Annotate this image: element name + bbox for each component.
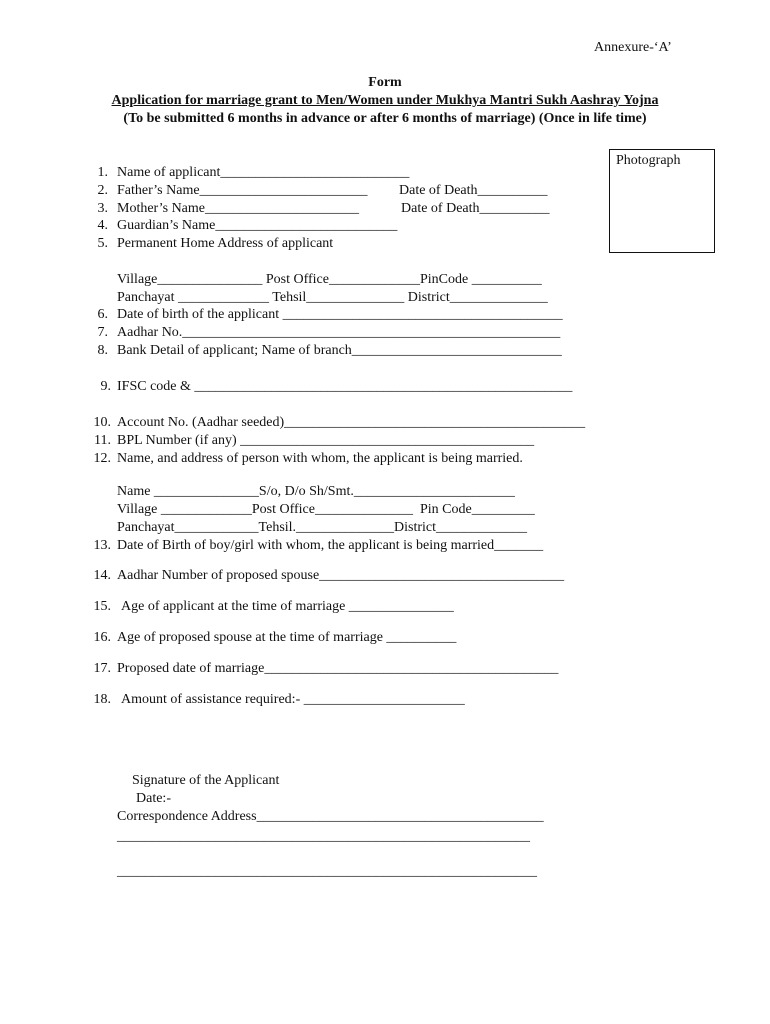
item-number: 13. bbox=[93, 538, 111, 553]
item-number: 8. bbox=[97, 343, 108, 358]
item-number: 7. bbox=[97, 325, 108, 340]
assistance-amount-field[interactable]: Amount of assistance required:- _______________________ bbox=[121, 692, 465, 707]
bpl-number-field[interactable]: BPL Number (if any) __________________________________________ bbox=[117, 433, 535, 448]
bank-branch-field[interactable]: Bank Detail of applicant; Name of branch______________________________ bbox=[117, 343, 562, 358]
applicant-dob-field[interactable]: Date of birth of the applicant ________________________________________ bbox=[117, 307, 563, 322]
account-number-field[interactable]: Account No. (Aadhar seeded)___________________________________________ bbox=[117, 415, 586, 430]
ifsc-field[interactable]: IFSC code & ______________________________________________________ bbox=[117, 379, 573, 394]
item-number: 9. bbox=[100, 379, 111, 394]
guardian-name-field[interactable]: Guardian’s Name__________________________ bbox=[117, 218, 398, 233]
spouse-name-parent-field[interactable]: Name _______________S/o, D/o Sh/Smt._______________________ bbox=[117, 484, 515, 499]
spouse-panchayat-tehsil-field[interactable]: Panchayat____________Tehsil.______________District_____________ bbox=[117, 520, 528, 535]
panchayat-tehsil-district-field[interactable]: Panchayat _____________ Tehsil______________ District______________ bbox=[117, 290, 548, 305]
aadhar-field[interactable]: Aadhar No.______________________________________________________ bbox=[117, 325, 561, 340]
applicant-age-field[interactable]: Age of applicant at the time of marriage _______________ bbox=[121, 599, 454, 614]
item-number: 14. bbox=[93, 568, 111, 583]
item-number: 16. bbox=[93, 630, 111, 645]
correspondence-address-field[interactable]: Correspondence Address_________________________________________ bbox=[117, 809, 544, 824]
spouse-details-label: Name, and address of person with whom, the applicant is being married. bbox=[117, 451, 523, 466]
correspondence-address-line[interactable]: ___________________________________________________________ bbox=[117, 829, 530, 844]
correspondence-address-line[interactable]: ____________________________________________________________ bbox=[117, 864, 537, 879]
applicant-name-field[interactable]: Name of applicant___________________________ bbox=[117, 165, 410, 180]
village-postoffice-pincode-field[interactable]: Village_______________ Post Office_____________PinCode __________ bbox=[117, 272, 542, 287]
spouse-age-field[interactable]: Age of proposed spouse at the time of marriage __________ bbox=[117, 630, 457, 645]
item-number: 4. bbox=[97, 218, 108, 233]
mother-name-field[interactable]: Mother’s Name______________________ bbox=[117, 201, 359, 216]
item-number: 6. bbox=[97, 307, 108, 322]
form-heading: Form bbox=[368, 75, 402, 90]
item-number: 11. bbox=[94, 433, 111, 448]
form-title: Application for marriage grant to Men/Women under Mukhya Mantri Sukh Aashray Yojna bbox=[111, 93, 659, 108]
spouse-village-postoffice-field[interactable]: Village _____________Post Office______________ Pin Code_________ bbox=[117, 502, 535, 517]
item-number: 17. bbox=[93, 661, 111, 676]
item-number: 3. bbox=[97, 201, 108, 216]
item-number: 10. bbox=[93, 415, 111, 430]
date-label: Date:- bbox=[136, 791, 171, 806]
photograph-label: Photograph bbox=[616, 153, 681, 168]
spouse-aadhar-field[interactable]: Aadhar Number of proposed spouse___________________________________ bbox=[117, 568, 565, 583]
item-number: 1. bbox=[97, 165, 108, 180]
mother-date-of-death-field[interactable]: Date of Death__________ bbox=[401, 201, 550, 216]
item-number: 2. bbox=[97, 183, 108, 198]
signature-label: Signature of the Applicant bbox=[132, 773, 280, 788]
item-number: 5. bbox=[97, 236, 108, 251]
father-name-field[interactable]: Father’s Name________________________ bbox=[117, 183, 368, 198]
item-number: 12. bbox=[93, 451, 111, 466]
father-date-of-death-field[interactable]: Date of Death__________ bbox=[399, 183, 548, 198]
photograph-box[interactable] bbox=[609, 149, 715, 253]
home-address-label: Permanent Home Address of applicant bbox=[117, 236, 334, 251]
item-number: 15. bbox=[93, 599, 111, 614]
form-subtitle: (To be submitted 6 months in advance or after 6 months of marriage) (Once in life time) bbox=[123, 111, 647, 126]
item-number: 18. bbox=[93, 692, 111, 707]
marriage-date-field[interactable]: Proposed date of marriage__________________________________________ bbox=[117, 661, 559, 676]
spouse-dob-field[interactable]: Date of Birth of boy/girl with whom, the applicant is being married_______ bbox=[117, 538, 544, 553]
annexure-label: Annexure-‘A’ bbox=[594, 40, 672, 55]
